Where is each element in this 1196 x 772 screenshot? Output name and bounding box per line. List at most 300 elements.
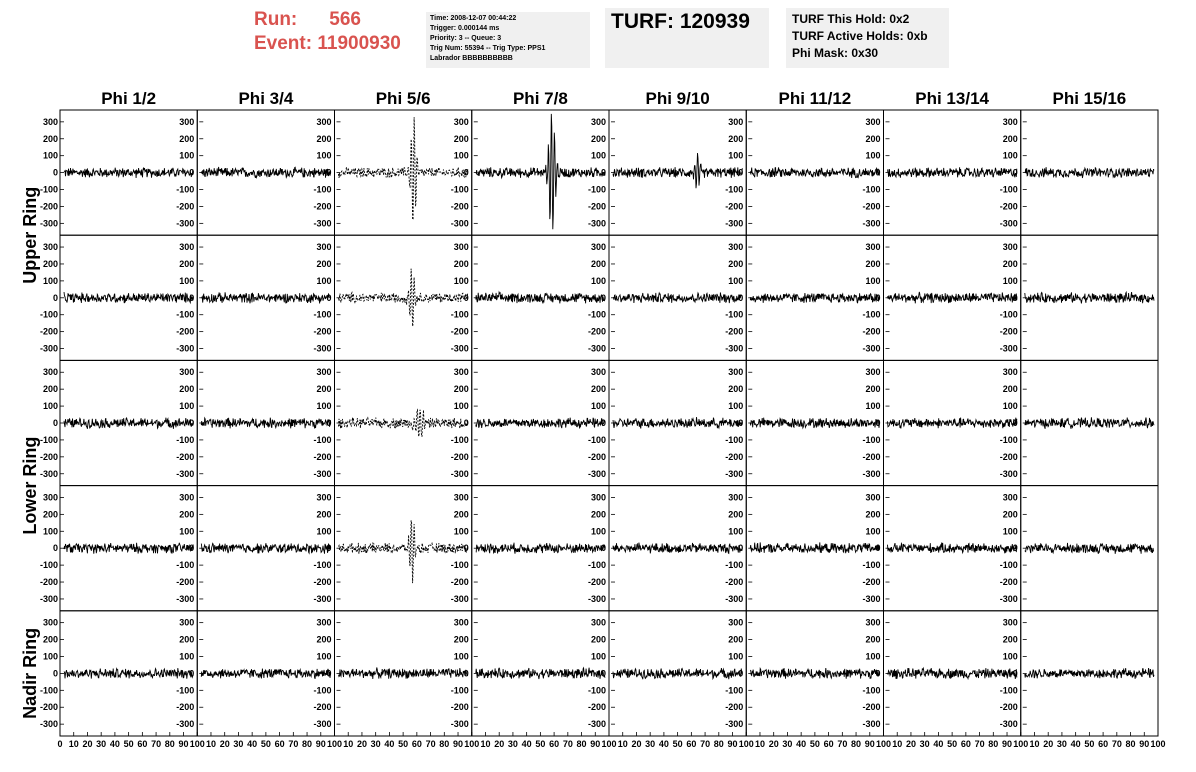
y-tick-label: -100 [999,685,1018,696]
y-tick-label: 0 [738,292,744,303]
x-tick-label: 60 [549,739,560,749]
y-tick-label: 300 [42,492,58,503]
y-tick-label: -300 [176,343,195,354]
y-tick-label: 0 [189,543,195,554]
x-tick-label: 40 [521,739,532,749]
y-tick-label: 0 [1012,167,1018,178]
waveform-trace [64,418,193,429]
y-tick-label: 200 [42,133,58,144]
y-tick-label: 300 [728,367,744,378]
y-tick-label: 0 [1012,292,1018,303]
waveform-trace [201,669,330,679]
waveform-panel [725,235,883,360]
y-tick-label: 200 [590,509,606,520]
y-tick-label: 200 [179,384,195,395]
x-tick-label: 20 [494,739,505,749]
y-tick-label: 100 [590,526,606,537]
y-tick-label: 100 [42,275,58,286]
column-label: Phi 1/2 [101,89,157,108]
x-tick-label: 70 [562,739,573,749]
turf-value: TURF: 120939 [611,10,750,33]
y-tick-label: 0 [463,167,469,178]
y-tick-label: -300 [725,218,744,229]
y-tick-label: 300 [42,116,58,127]
column-label: Phi 15/16 [1052,89,1127,108]
y-tick-label: -100 [587,434,606,445]
y-tick-label: -200 [999,702,1018,713]
y-tick-label: 100 [316,401,332,412]
y-tick-label: -300 [313,719,332,730]
y-tick-label: 300 [1002,116,1018,127]
y-tick-label: -200 [587,577,606,588]
y-tick-label: -300 [450,468,469,479]
x-tick-label: 50 [809,739,820,749]
y-tick-label: 100 [179,526,195,537]
x-tick-label: 70 [837,739,848,749]
y-tick-label: 100 [1002,526,1018,537]
y-tick-label: -200 [999,326,1018,337]
waveform-trace [339,117,468,220]
waveform-panel [313,110,471,235]
x-tick-label: 20 [82,739,93,749]
y-tick-label: 0 [52,668,58,679]
y-tick-label: -300 [39,218,58,229]
y-tick-label: 200 [728,133,744,144]
y-tick-label: 100 [316,526,332,537]
y-tick-label: 0 [189,167,195,178]
x-tick-label: 90 [727,739,738,749]
y-tick-label: -200 [313,702,332,713]
x-tick-label: 60 [274,739,285,749]
y-tick-label: -100 [862,309,881,320]
y-tick-label: -200 [313,201,332,212]
y-tick-label: -200 [450,201,469,212]
y-tick-label: -300 [725,719,744,730]
x-tick-label: 10 [1029,739,1040,749]
y-tick-label: -200 [450,577,469,588]
waveform-panel [1000,611,1166,749]
y-tick-label: -100 [587,184,606,195]
y-tick-label: -200 [999,201,1018,212]
y-tick-label: 200 [590,634,606,645]
y-tick-label: -100 [450,560,469,571]
y-tick-label: 200 [1002,384,1018,395]
y-tick-label: 300 [179,242,195,253]
y-tick-label: 100 [865,275,881,286]
y-tick-label: 0 [875,418,881,428]
x-tick-label: 50 [123,739,134,749]
y-tick-label: 200 [1002,634,1018,645]
y-tick-label: 0 [600,418,606,428]
waveform-trace [64,543,193,554]
x-tick-label: 90 [453,739,464,749]
y-tick-label: 100 [42,526,58,537]
y-tick-label: 0 [600,543,606,554]
y-tick-label: -100 [725,309,744,320]
y-tick-label: 0 [326,668,332,679]
y-tick-label: -200 [176,702,195,713]
y-tick-label: 0 [52,418,58,428]
y-tick-label: 200 [453,509,469,520]
x-tick-label: 30 [782,739,793,749]
info-line-trigger: Trigger: 0.000144 ms [430,25,500,32]
waveform-panel [451,360,609,485]
waveform-trace [1025,543,1154,554]
y-tick-label: -200 [862,451,881,462]
y-tick-label: -100 [313,434,332,445]
y-tick-label: 100 [590,651,606,662]
y-tick-label: 100 [728,275,744,286]
y-tick-label: -200 [725,577,744,588]
waveform-trace [1025,167,1154,178]
y-tick-label: -200 [999,451,1018,462]
waveform-trace [613,543,742,554]
y-tick-label: -300 [999,343,1018,354]
y-tick-label: -100 [176,685,195,696]
y-tick-label: -200 [176,326,195,337]
y-tick-label: -300 [39,343,58,354]
x-tick-label: 90 [590,739,601,749]
event-label: Event: [254,33,313,54]
y-tick-label: 100 [1002,401,1018,412]
y-tick-label: 100 [865,526,881,537]
y-tick-label: -200 [450,326,469,337]
x-tick-label: 80 [851,739,862,749]
y-tick-label: -200 [725,326,744,337]
y-tick-label: -300 [313,218,332,229]
y-tick-label: 100 [1002,150,1018,161]
y-tick-label: 100 [1002,275,1018,286]
x-tick-label: 100 [1013,739,1029,749]
x-tick-label: 10 [343,739,354,749]
y-tick-label: 0 [875,167,881,178]
y-tick-label: -300 [39,593,58,604]
waveform-panel [862,235,1020,360]
column-label: Phi 13/14 [915,89,989,108]
x-tick-label: 30 [1056,739,1067,749]
y-tick-label: -100 [176,560,195,571]
y-tick-label: -100 [176,309,195,320]
y-tick-label: 100 [316,651,332,662]
y-tick-label: -200 [39,326,58,337]
y-tick-label: -300 [39,719,58,730]
waveform-trace [476,114,605,229]
y-tick-label: 200 [1002,258,1018,269]
waveform-panel [451,110,609,235]
waveform-trace [750,668,879,679]
x-tick-label: 80 [988,739,999,749]
y-tick-label: 300 [453,116,469,127]
x-tick-label: 70 [1111,739,1122,749]
y-tick-label: 0 [52,292,58,303]
y-tick-label: 200 [179,509,195,520]
y-tick-label: -300 [39,468,58,479]
column-label: Phi 5/6 [375,89,431,108]
y-tick-label: 300 [316,242,332,253]
y-tick-label: 300 [179,617,195,628]
x-tick-label: 10 [68,739,79,749]
x-tick-label: 40 [796,739,807,749]
x-tick-label: 70 [288,739,299,749]
waveform-trace [476,418,605,429]
waveform-panel [1000,110,1158,235]
y-tick-label: 300 [590,367,606,378]
waveform-trace [750,418,879,428]
y-tick-label: 100 [179,150,195,161]
waveform-panel [725,110,883,235]
y-tick-label: 200 [316,384,332,395]
y-tick-label: 100 [590,275,606,286]
y-tick-label: -300 [587,719,606,730]
y-tick-label: -200 [587,326,606,337]
waveform-panel [588,486,746,611]
y-tick-label: -200 [39,201,58,212]
waveform-trace [339,668,468,680]
waveform-panel [451,235,609,360]
x-tick-label: 50 [535,739,546,749]
y-tick-label: -100 [39,309,58,320]
y-tick-label: 300 [453,492,469,503]
y-tick-label: -100 [999,184,1018,195]
x-tick-label: 90 [1002,739,1013,749]
y-tick-label: -200 [176,201,195,212]
y-tick-label: -100 [999,560,1018,571]
waveform-panel [40,360,197,485]
y-tick-label: 0 [875,668,881,679]
waveform-panel [40,486,197,611]
x-tick-label: 10 [205,739,216,749]
y-tick-label: 0 [1012,418,1018,428]
y-tick-label: 200 [1002,509,1018,520]
y-tick-label: 100 [316,275,332,286]
x-tick-label: 30 [919,739,930,749]
x-tick-label: 50 [1084,739,1095,749]
waveform-trace [613,668,742,679]
y-tick-label: 100 [453,150,469,161]
y-tick-label: 300 [865,617,881,628]
y-tick-label: 100 [316,150,332,161]
waveform-trace [201,418,330,429]
y-tick-label: 0 [52,167,58,178]
y-tick-label: 0 [738,543,744,554]
y-tick-label: -200 [725,201,744,212]
y-tick-label: 200 [728,258,744,269]
waveform-panel [313,486,471,611]
y-tick-label: -100 [313,560,332,571]
x-tick-label: 30 [96,739,107,749]
x-tick-label: 20 [219,739,230,749]
y-tick-label: 200 [179,133,195,144]
y-tick-label: 0 [600,167,606,178]
y-tick-label: 200 [590,384,606,395]
y-tick-label: 100 [1002,651,1018,662]
x-tick-label: 30 [370,739,381,749]
y-tick-label: 200 [453,384,469,395]
y-tick-label: 200 [316,258,332,269]
x-tick-label: 70 [425,739,436,749]
x-tick-label: 90 [178,739,189,749]
y-tick-label: 300 [179,116,195,127]
y-tick-label: 0 [326,292,332,303]
y-tick-label: 200 [453,258,469,269]
y-tick-label: 300 [42,367,58,378]
waveform-panel [862,110,1020,235]
y-tick-label: 100 [728,401,744,412]
y-tick-label: 100 [865,401,881,412]
ring-label: Nadir Ring [20,627,40,719]
y-tick-label: 0 [189,668,195,679]
x-tick-label: 100 [601,739,617,749]
y-tick-label: -200 [313,326,332,337]
y-tick-label: -100 [862,560,881,571]
y-tick-label: 100 [453,275,469,286]
x-tick-label: 50 [398,739,409,749]
y-tick-label: 0 [600,292,606,303]
info-line-time: Time: 2008-12-07 00:44:22 [430,15,517,22]
x-tick-label: 60 [960,739,971,749]
x-tick-label: 80 [1125,739,1136,749]
y-tick-label: -200 [39,577,58,588]
x-tick-label: 10 [892,739,903,749]
waveform-trace [339,410,468,437]
y-tick-label: 200 [316,634,332,645]
x-tick-label: 60 [686,739,697,749]
waveform-panel [40,110,197,235]
y-tick-label: 300 [179,492,195,503]
column-label: Phi 3/4 [238,89,294,108]
y-tick-label: 300 [590,617,606,628]
y-tick-label: 100 [179,275,195,286]
y-tick-label: -300 [999,468,1018,479]
y-tick-label: -200 [450,451,469,462]
waveform-panel [176,235,334,360]
y-tick-label: 300 [453,617,469,628]
y-tick-label: -100 [313,685,332,696]
y-tick-label: -300 [313,593,332,604]
hold-line-phimask: Phi Mask: 0x30 [792,46,879,60]
ring-label: Upper Ring [20,186,40,284]
waveform-trace [201,543,330,554]
column-label: Phi 7/8 [512,89,568,108]
y-tick-label: -200 [725,451,744,462]
y-tick-label: 0 [326,418,332,428]
waveform-trace [201,292,330,303]
y-tick-label: 300 [728,116,744,127]
y-tick-label: 0 [1012,668,1018,679]
y-tick-label: -100 [39,685,58,696]
waveform-trace [339,520,468,583]
y-tick-label: -100 [450,184,469,195]
y-tick-label: -300 [176,218,195,229]
y-tick-label: 200 [453,133,469,144]
waveform-trace [613,417,742,428]
y-tick-label: 100 [728,651,744,662]
y-tick-label: -300 [725,593,744,604]
info-line-priority: Priority: 3 -- Queue: 3 [430,35,502,42]
y-tick-label: 200 [728,384,744,395]
x-tick-label: 80 [713,739,724,749]
y-tick-label: 100 [865,150,881,161]
x-tick-label: 80 [302,739,313,749]
x-tick-label: 30 [507,739,518,749]
y-tick-label: -300 [450,343,469,354]
x-tick-label: 20 [356,739,367,749]
y-tick-label: 200 [42,384,58,395]
y-tick-label: -200 [862,702,881,713]
x-tick-label: 100 [464,739,480,749]
waveform-trace [64,292,193,303]
waveform-trace [476,292,605,303]
waveform-panel [1000,486,1158,611]
y-tick-label: 100 [42,401,58,412]
y-tick-label: 200 [453,634,469,645]
x-tick-label: 30 [233,739,244,749]
x-tick-label: 100 [326,739,343,749]
run-label: Run: [254,9,298,30]
waveform-panel [862,486,1020,611]
y-tick-label: 200 [865,634,881,645]
x-tick-label: 100 [189,739,205,749]
waveform-trace [476,543,605,554]
y-tick-label: 0 [1012,543,1018,554]
x-tick-label: 100 [875,739,892,749]
y-tick-label: 300 [179,367,195,378]
y-tick-label: 300 [728,242,744,253]
x-tick-label: 10 [754,739,765,749]
y-tick-label: -100 [450,434,469,445]
y-tick-label: 100 [179,401,195,412]
y-tick-label: -100 [587,685,606,696]
y-tick-label: 300 [865,242,881,253]
y-tick-label: -300 [999,719,1018,730]
hold-line-active: TURF Active Holds: 0xb [792,29,928,43]
y-tick-label: -200 [176,577,195,588]
waveform-trace [888,543,1017,554]
y-tick-label: -100 [725,560,744,571]
y-tick-label: 0 [189,292,195,303]
y-tick-label: 100 [453,651,469,662]
waveform-panel [588,235,746,360]
y-tick-label: 0 [463,668,469,679]
y-tick-label: 200 [728,509,744,520]
x-tick-label: 60 [411,739,422,749]
x-tick-label: 90 [864,739,875,749]
x-tick-label: 70 [974,739,985,749]
y-tick-label: -200 [725,702,744,713]
y-tick-label: 200 [865,384,881,395]
y-tick-label: -200 [862,326,881,337]
y-tick-label: -100 [725,184,744,195]
waveform-trace [888,418,1017,429]
y-tick-label: 200 [865,258,881,269]
waveform-trace [888,668,1017,679]
y-tick-label: -200 [587,201,606,212]
waveform-panel [1000,235,1158,360]
y-tick-label: 100 [42,651,58,662]
y-tick-label: -300 [862,468,881,479]
x-tick-label: 20 [1043,739,1054,749]
y-tick-label: 100 [590,401,606,412]
waveform-trace [613,293,742,304]
y-tick-label: -200 [39,702,58,713]
y-tick-label: 100 [728,526,744,537]
y-tick-label: -300 [313,343,332,354]
y-tick-label: 200 [42,509,58,520]
x-tick-label: 90 [315,739,326,749]
y-tick-label: -200 [450,702,469,713]
y-tick-label: -200 [587,702,606,713]
info-line-trignum: Trig Num: 55394 -- Trig Type: PPS1 [430,45,546,52]
